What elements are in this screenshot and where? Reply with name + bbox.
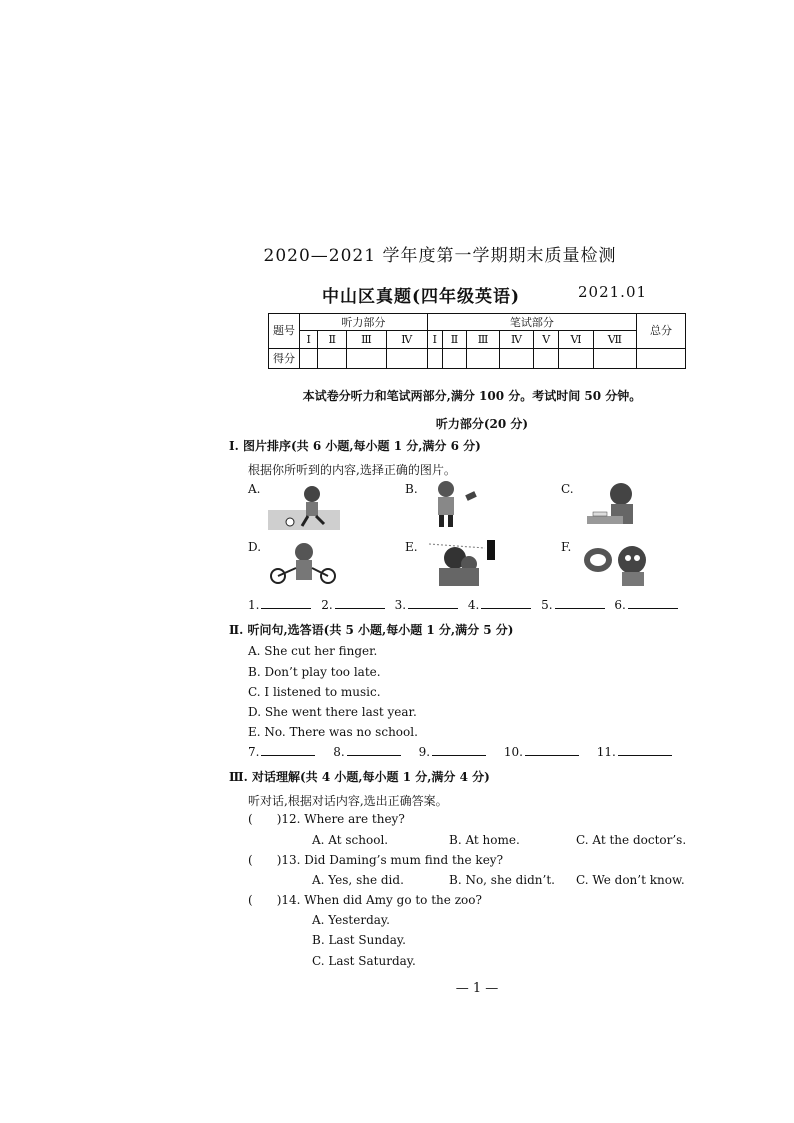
section2-option-d: D. She went there last year. (248, 705, 417, 719)
listening-header: 听力部分 (300, 314, 428, 331)
score-cell[interactable] (534, 348, 559, 368)
page-number: — 1 — (455, 981, 499, 996)
q13-option-b: B. No, she didn’t. (449, 873, 555, 887)
picture-c-label: C. (561, 482, 574, 496)
q14-option-a: A. Yesterday. (312, 913, 390, 927)
answer-blank-5[interactable] (555, 598, 605, 609)
question-text: Where are they? (304, 812, 405, 826)
answer-blank-3[interactable] (408, 598, 458, 609)
section2-answer-blanks (248, 745, 678, 759)
score-table (268, 313, 686, 369)
answer-paren-open: ( (248, 812, 253, 826)
blank-5-label: 5. (541, 598, 553, 612)
picture-e-label: E. (405, 540, 418, 554)
answer-blank-4[interactable] (481, 598, 531, 609)
exam-note: 本试卷分听力和笔试两部分,满分 100 分。考试时间 50 分钟。 (302, 389, 642, 403)
q12-option-c: C. At the doctor’s. (576, 833, 687, 847)
section2-title: Ⅱ. 听问句,选答语(共 5 小题,每小题 1 分,满分 5 分) (229, 623, 514, 637)
question-text: Did Daming’s mum find the key? (304, 853, 504, 867)
score-cell[interactable] (442, 348, 466, 368)
subtitle-text: 中山区真题(四年级英语) (322, 287, 521, 307)
picture-b-label: B. (405, 482, 418, 496)
score-cell[interactable] (559, 348, 593, 368)
blank-7-label: 7. (248, 745, 260, 759)
q13-option-c: C. We don’t know. (576, 873, 685, 887)
writing-col: Ⅳ (499, 331, 533, 348)
exam-title: 2020—2021 学年度第一学期期末质量检测 (263, 246, 617, 266)
question-number: )13. (276, 853, 301, 867)
question-13 (248, 853, 503, 867)
section2-option-b: B. Don’t play too late. (248, 665, 381, 679)
picture-a-label: A. (248, 482, 261, 496)
answer-blank-8[interactable] (347, 745, 401, 756)
q14-option-c: C. Last Saturday. (312, 954, 416, 968)
q13-option-a: A. Yes, she did. (312, 873, 404, 887)
score-cell[interactable] (347, 348, 387, 368)
picture-f-boy-image (582, 540, 658, 588)
picture-d-bikes-image (268, 540, 338, 586)
writing-col: Ⅲ (467, 331, 500, 348)
blank-10-label: 10. (503, 745, 523, 759)
writing-col: Ⅱ (442, 331, 466, 348)
writing-col: Ⅶ (593, 331, 636, 348)
section2-option-c: C. I listened to music. (248, 685, 381, 699)
blank-1-label: 1. (248, 598, 260, 612)
total-label: 总分 (637, 314, 686, 349)
score-label: 得分 (269, 348, 300, 368)
picture-c-boy-desk-image (585, 480, 641, 532)
question-12 (248, 812, 405, 826)
answer-blank-1[interactable] (261, 598, 311, 609)
listening-col: Ⅳ (386, 331, 427, 348)
listening-col: Ⅲ (347, 331, 387, 348)
writing-col: Ⅰ (427, 331, 442, 348)
picture-e-people-image (425, 540, 497, 588)
writing-header: 笔试部分 (427, 314, 636, 331)
q12-option-b: B. At home. (449, 833, 520, 847)
answer-blank-7[interactable] (261, 745, 315, 756)
writing-col: Ⅴ (534, 331, 559, 348)
q14-option-b: B. Last Sunday. (312, 933, 406, 947)
score-cell[interactable] (427, 348, 442, 368)
listening-col: Ⅱ (318, 331, 347, 348)
answer-paren-open: ( (248, 893, 253, 907)
answer-blank-10[interactable] (525, 745, 579, 756)
section1-answer-blanks (248, 598, 684, 612)
score-cell[interactable] (499, 348, 533, 368)
answer-blank-11[interactable] (618, 745, 672, 756)
blank-3-label: 3. (394, 598, 407, 612)
question-text: When did Amy go to the zoo? (304, 893, 482, 907)
score-cell[interactable] (318, 348, 347, 368)
q12-option-a: A. At school. (312, 833, 389, 847)
picture-d-label: D. (248, 540, 262, 554)
blank-4-label: 4. (467, 598, 480, 612)
writing-col: Ⅵ (559, 331, 593, 348)
question-number: )12. (276, 812, 301, 826)
exam-date: 2021.01 (578, 283, 648, 301)
exam-subtitle (322, 282, 648, 307)
blank-2-label: 2. (321, 598, 333, 612)
question-14 (248, 893, 482, 907)
score-cell[interactable] (593, 348, 636, 368)
picture-a-football-image (268, 482, 340, 532)
score-cell[interactable] (637, 348, 686, 368)
section3-instruction: 听对话,根据对话内容,选出正确答案。 (248, 794, 448, 808)
score-cell[interactable] (467, 348, 500, 368)
question-number-label: 题号 (269, 314, 300, 349)
score-cell[interactable] (386, 348, 427, 368)
blank-8-label: 8. (333, 745, 345, 759)
answer-paren-open: ( (248, 853, 253, 867)
picture-b-man-image (428, 479, 484, 531)
blank-11-label: 11. (596, 745, 616, 759)
answer-blank-6[interactable] (628, 598, 678, 609)
picture-f-label: F. (561, 540, 572, 554)
section2-option-a: A. She cut her finger. (248, 644, 378, 658)
section1-instruction: 根据你所听到的内容,选择正确的图片。 (248, 463, 456, 477)
answer-blank-2[interactable] (335, 598, 385, 609)
listening-title: 听力部分(20 分) (435, 417, 529, 431)
score-cell[interactable] (300, 348, 318, 368)
answer-blank-9[interactable] (432, 745, 486, 756)
section3-title: Ⅲ. 对话理解(共 4 小题,每小题 1 分,满分 4 分) (229, 770, 490, 784)
blank-9-label: 9. (418, 745, 431, 759)
blank-6-label: 6. (614, 598, 626, 612)
section2-option-e: E. No. There was no school. (248, 725, 418, 739)
listening-col: Ⅰ (300, 331, 318, 348)
question-number: )14. (276, 893, 301, 907)
section1-title: Ⅰ. 图片排序(共 6 小题,每小题 1 分,满分 6 分) (229, 439, 481, 453)
